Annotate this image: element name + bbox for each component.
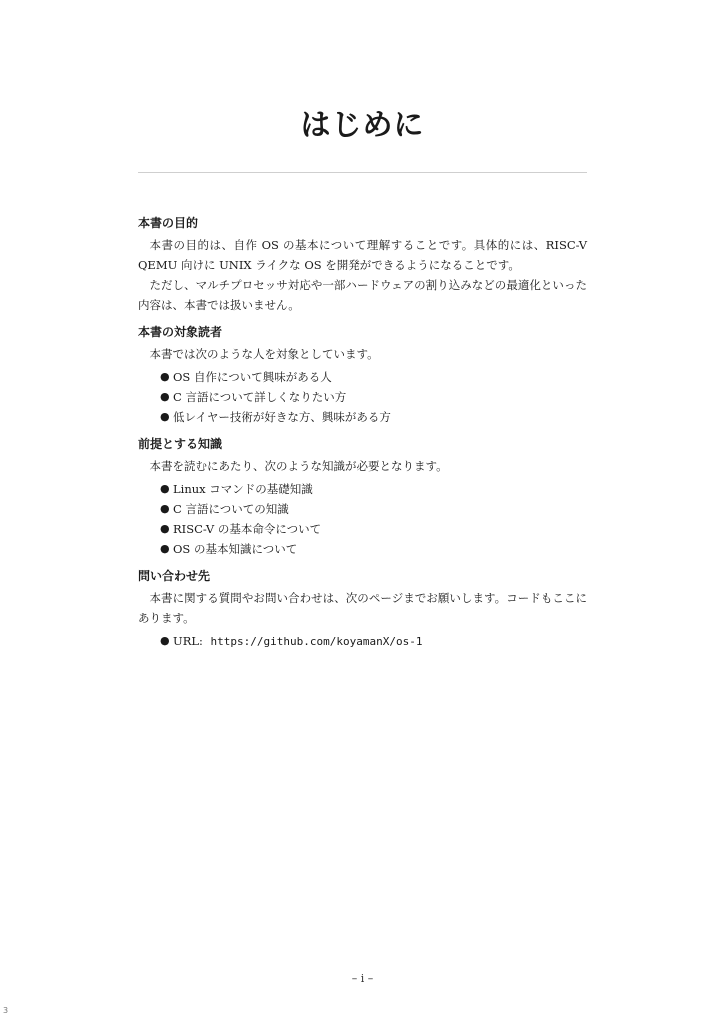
list-item-text: C 言語についての知識 [173,502,289,516]
url-label: URL: [173,634,203,648]
section-heading-prerequisites: 前提とする知識 [138,437,223,451]
title-divider [138,172,587,173]
list-item-text: RISC-V の基本命令について [173,522,322,536]
github-url-link[interactable]: https://github.com/koyamanX/os-1 [210,635,423,648]
list-item-text: OS の基本知識について [173,542,298,556]
list-item [160,387,587,407]
bullet-icon: ● [160,542,170,555]
bullet-icon: ● [160,410,170,423]
document-body [138,214,587,660]
list-item [160,539,587,559]
list-item [160,479,587,499]
prerequisites-list [138,479,587,559]
section-audience [138,323,587,427]
contact-paragraph: 本書に関する質問やお問い合わせは、次のページまでお願いします。コードもここにあります。 [138,591,587,625]
list-item [160,407,587,427]
page-title: はじめに [300,108,425,143]
bullet-icon: ● [160,502,170,515]
corner-page-mark: 3 [3,1006,9,1015]
purpose-paragraph-1: 本書の目的は、自作 OS の基本について理解することです。具体的には、RISC-V QEMU 向けに UNIX ライクな OS を開発ができるようになることです。 [138,238,587,272]
purpose-paragraph-2: ただし、マルチプロセッサ対応や一部ハードウェアの割り込みなどの最適化といった内容は、本書では扱いません。 [138,278,587,312]
audience-list [138,367,587,427]
section-purpose [138,214,587,315]
audience-intro: 本書では次のような人を対象としています。 [149,347,379,361]
list-item [160,367,587,387]
bullet-icon: ● [160,634,170,647]
list-item-text: C 言語について詳しくなりたい方 [173,390,347,404]
page-number: – i – [351,972,374,985]
prerequisites-intro: 本書を読むにあたり、次のような知識が必要となります。 [149,459,448,473]
bullet-icon: ● [160,522,170,535]
list-item-text: Linux コマンドの基礎知識 [173,482,313,496]
bullet-icon: ● [160,370,170,383]
bullet-icon: ● [160,482,170,495]
contact-list [138,631,587,652]
section-heading-contact: 問い合わせ先 [138,569,211,583]
section-heading-purpose: 本書の目的 [138,216,199,230]
section-heading-audience: 本書の対象読者 [138,325,223,339]
list-item [160,519,587,539]
list-item [160,631,587,652]
section-contact [138,567,587,652]
list-item-text: 低レイヤー技術が好きな方、興味がある方 [173,410,391,424]
list-item [160,499,587,519]
list-item-text: OS 自作について興味がある人 [173,370,332,384]
bullet-icon: ● [160,390,170,403]
section-prerequisites [138,435,587,559]
